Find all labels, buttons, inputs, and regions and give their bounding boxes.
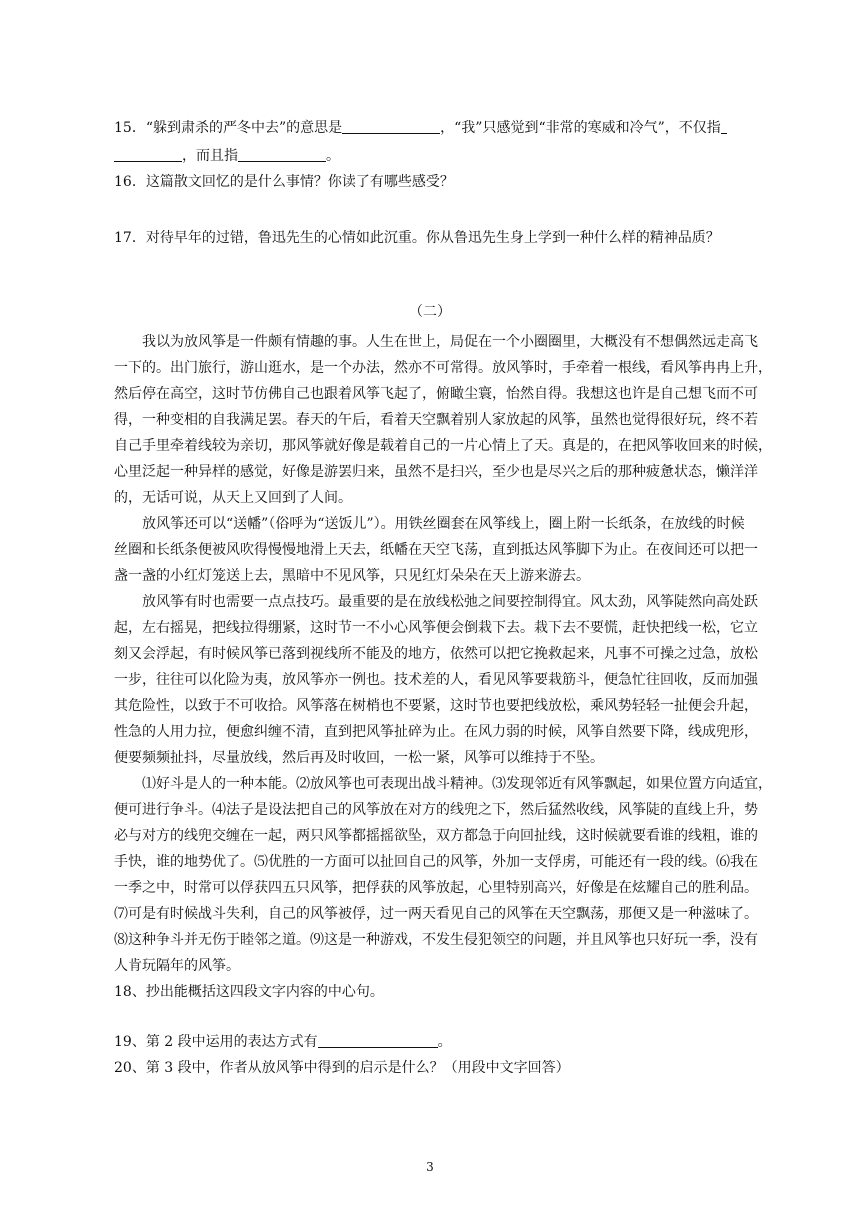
paragraph-line: 丝圈和长纸条便被风吹得慢慢地滑上天去，纸幡在天空飞荡，直到抵达风筝脚下为止。在夜间还可以把一 xyxy=(114,542,758,558)
question-16: 16．这篇散文回忆的是什么事情？你读了有哪些感受？ xyxy=(114,174,454,190)
answer-blank xyxy=(721,119,727,134)
paragraph-line: 盏一盏的小红灯笼送上去，黑暗中不见风筝，只见红灯朵朵在天上游来游去。 xyxy=(114,568,590,584)
page-number: 3 xyxy=(426,1160,434,1174)
paragraph-line: 人肯玩隔年的风筝。 xyxy=(114,958,240,974)
question-17: 17．对待早年的过错，鲁迅先生的心情如此沉重。你从鲁迅先生身上学到一种什么样的精神品质？ xyxy=(114,230,720,246)
section-title: （二） xyxy=(409,304,451,320)
paragraph-line: 其危险性，以致于不可收拾。风筝落在树梢也不要紧，这时节也要把线放松，乘风势轻轻一扯便会升起， xyxy=(114,698,758,714)
paragraph-line: 便可进行争斗。⑷法子是设法把自己的风筝放在对方的线兜之下，然后猛然收线，风筝陡的直线上升，势 xyxy=(114,802,758,818)
paragraph-line: 然后停在高空，这时节仿佛自己也跟着风筝飞起了，俯瞰尘寰，怡然自得。我想这也许是自己想飞而不可 xyxy=(114,386,758,402)
paragraph-line: 我以为放风筝是一件颇有情趣的事。人生在世上，局促在一个小圈圈里，大概没有不想偶然远走高飞 xyxy=(142,334,758,350)
paragraph-line: 心里泛起一种异样的感觉，好像是游罢归来，虽然不是扫兴，至少也是尽兴之后的那种疲惫状态，懒洋洋 xyxy=(114,464,758,480)
paragraph-line: 起，左右摇晃，把线拉得绷紧，这时节一不小心风筝便会倒栽下去。栽下去不要慌，赶快把线一松，它立 xyxy=(114,620,758,636)
paragraph-line: 放风筝还可以“送幡”（俗呼为“送饭儿”）。用铁丝圈套在风筝线上，圈上附一长纸条，在放线的时候 xyxy=(142,516,745,532)
question-15-line-1: 15．“躲到肃杀的严冬中去”的意思是 ，“我”只感觉到“非常的寒威和冷气”，不仅指 xyxy=(114,118,727,138)
paragraph-line: 自己手里牵着线较为亲切，那风筝就好像是载着自己的一片心情上了天。真是的，在把风筝收回来的时候， xyxy=(114,438,772,454)
paragraph-line: 手快，谁的地势优了。⑸优胜的一方面可以扯回自己的风筝，外加一支俘虏，可能还有一段的线。⑹我在 xyxy=(114,854,758,870)
question-18: 18、抄出能概括这四段文字内容的中心句。 xyxy=(114,984,384,1000)
paragraph-line: ⑻这种争斗并无伤于睦邻之道。⑼这是一种游戏，不发生侵犯领空的问题，并且风筝也只好玩一季，没有 xyxy=(114,932,758,948)
paragraph-line: 一季之中，时常可以俘获四五只风筝，把俘获的风筝放起，心里特别高兴，好像是在炫耀自己的胜利品。 xyxy=(114,880,758,896)
paragraph-line: 必与对方的线兜交缠在一起，两只风筝都摇摇欲坠，双方都急于向回扯线，这时候就要看谁的线粗，谁的 xyxy=(114,828,758,844)
paragraph-line: 刻又会浮起，有时候风筝已落到视线所不能及的地方，依然可以把它挽救起来，凡事不可操之过急，放松 xyxy=(114,646,758,662)
paragraph-line: 一下的。出门旅行，游山逛水，是一个办法，然亦不可常得。放风筝时，手牵着一根线，看风筝冉冉上升， xyxy=(114,360,772,376)
question-20: 20、第 3 段中，作者从放风筝中得到的启示是什么？（用段中文字回答） xyxy=(114,1060,570,1076)
question-19: 19、第 2 段中运用的表达方式有 。 xyxy=(114,1034,452,1050)
answer-blank xyxy=(114,147,182,162)
paragraph-line: 便要频频扯抖，尽量放线，然后再及时收回，一松一紧，风筝可以维持于不坠。 xyxy=(114,750,604,766)
paragraph-line: 放风筝有时也需要一点点技巧。最重要的是在放线松弛之间要控制得宜。风太劲，风筝陡然向高处跃 xyxy=(142,594,758,610)
answer-blank xyxy=(318,1033,438,1048)
paragraph-line: 得，一种变相的自我满足罢。春天的午后，看着天空飘着别人家放起的风筝，虽然也觉得很好玩，终不若 xyxy=(114,412,758,428)
paragraph-line: 性急的人用力拉，便愈纠缠不清，直到把风筝扯碎为止。在风力弱的时候，风筝自然要下降，线成兜形， xyxy=(114,724,758,740)
paragraph-line: 的，无话可说，从天上又回到了人间。 xyxy=(114,490,352,506)
paragraph-line: ⑴好斗是人的一种本能。⑵放风筝也可表现出战斗精神。⑶发现邻近有风筝飘起，如果位置方向适宜， xyxy=(142,776,772,792)
paragraph-line: 一步，往往可以化险为夷，放风筝亦一例也。技术差的人，看见风筝要栽筋斗，便急忙往回收，反而加强 xyxy=(114,672,758,688)
question-15-line-2: ，而且指 。 xyxy=(114,146,340,166)
paragraph-line: ⑺可是有时候战斗失利，自己的风筝被俘，过一两天看见自己的风筝在天空飘荡，那便又是一种滋味了。 xyxy=(114,906,758,922)
answer-blank xyxy=(342,119,440,134)
answer-blank xyxy=(238,147,326,162)
